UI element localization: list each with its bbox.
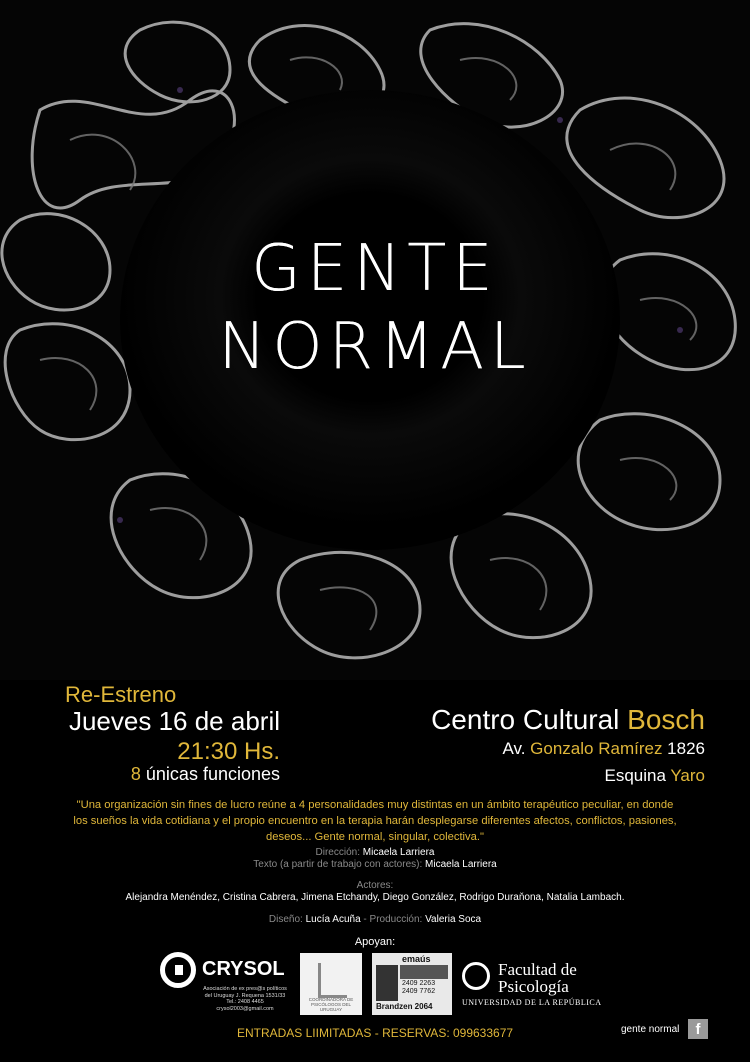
emaus-banner-icon [400, 965, 448, 979]
coordinadora-text: COORDINADORA DE PSICÓLOGOS DEL URUGUAY [308, 997, 354, 1012]
direccion-label: Dirección: [315, 847, 363, 858]
emaus-phones [402, 980, 435, 995]
emaus-address: Brandzen 2064 [376, 1002, 433, 1011]
venue-corner [604, 766, 705, 786]
facultad-line1: Facultad de [498, 960, 577, 979]
texto-value: Micaela Larriera [425, 859, 497, 870]
entradas-reservas: ENTRADAS LIIMITADAS - RESERVAS: 099633677 [236, 1026, 514, 1040]
apoyan-label: Apoyan: [354, 936, 396, 948]
re-estreno-label: Re-Estreno [65, 682, 177, 707]
show-title-line1: GENTE [251, 232, 499, 306]
facultad-line2: Psicología [498, 977, 569, 996]
emaus-phone2: 2409 7762 [402, 987, 436, 995]
credit-diseno-produccion [0, 913, 750, 926]
facultad-psicologia-logo [462, 958, 612, 1008]
diseno-label: Diseño: [268, 914, 306, 925]
corner-name: Yaro [670, 766, 705, 785]
coordinadora-logo [300, 953, 362, 1015]
venue-name [431, 704, 705, 736]
functions-count: 8 [130, 764, 141, 784]
corner-prefix: Esquina [604, 766, 671, 785]
emaus-phone1: 2409 2263 [402, 980, 436, 987]
actores-list: Alejandra Menéndez, Cristina Cabrera, Jimena Etchandy, Diego González, Rodrigo Duraňona, Natalia Lambach. [125, 892, 625, 903]
emaus-name: emaús [402, 954, 431, 964]
crysol-name: CRYSOL [202, 958, 285, 980]
credit-texto [0, 858, 750, 871]
produccion-label: - Producción: [360, 914, 426, 925]
venue-prefix: Centro Cultural [431, 704, 628, 735]
functions-text: únicas funciones [140, 764, 280, 784]
event-functions [131, 764, 280, 785]
crysol-icon [160, 952, 196, 988]
facebook-page-label: gente normal [621, 1024, 680, 1035]
emaus-logo [372, 953, 452, 1015]
facultad-line3: UNIVERSIDAD DE LA REPÚBLICA [462, 998, 602, 1007]
produccion-value: Valeria Soca [425, 914, 482, 925]
event-time: 21:30 Hs. [177, 738, 280, 765]
address-street: Gonzalo Ramírez [530, 739, 663, 758]
psi-icon [462, 962, 490, 990]
emaus-photo-icon [376, 965, 398, 1001]
venue-bosch: Bosch [627, 704, 705, 735]
actores-label: Actores: [356, 880, 394, 891]
event-date: Jueves 16 de abril [68, 706, 280, 736]
facebook-icon[interactable]: f [688, 1019, 708, 1039]
texto-label: Texto (a partir de trabajo con actores): [253, 859, 426, 870]
synopsis-quote: "Una organización sin fines de lucro reúne a 4 personalidades muy distintas en un ámbito terapéutico peculiar, en donde los sueños la vida cotidiana y el propio encuentro en la terapia harán desplegarse diferentes afectos, conflictos, pasiones, deseos... Gente normal, singular, colectiva." [73, 799, 677, 843]
direccion-value: Micaela Larriera [362, 847, 435, 858]
crysol-logo [160, 952, 290, 1014]
address-number: 1826 [662, 739, 705, 758]
address-prefix: Av. [502, 739, 531, 758]
coordinadora-icon [318, 963, 347, 998]
crysol-description: Asociación de ex pres@s políticos del Uruguay J. Requena 1531/33 Tel.: 2408 4465 crysol2003@gmail.com [203, 986, 287, 1012]
venue-address [502, 739, 705, 759]
diseno-value: Lucía Acuña [305, 914, 361, 925]
show-title-line2: NORMAL [218, 310, 532, 384]
